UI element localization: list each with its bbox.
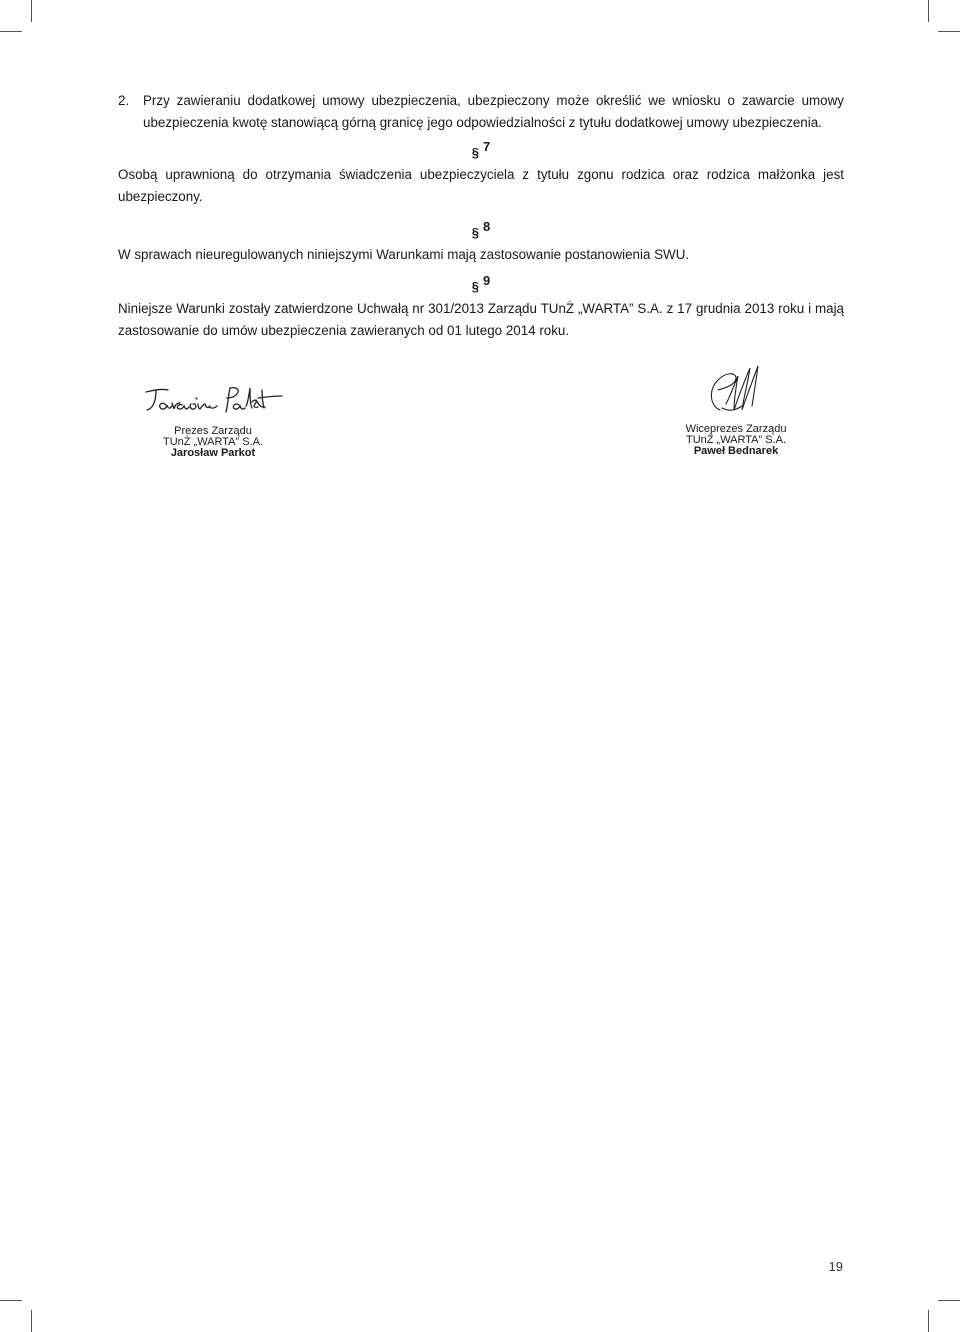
crop-mark-bottom-right — [928, 1310, 929, 1332]
signatory-name: Paweł Bednarek — [693, 445, 779, 457]
section-9-text: Niniejsze Warunki zostały zatwierdzone Uchwałą nr 301/2013 Zarządu TUnŻ „WARTA” S.A. z 17 grudnia 2013 roku i mają zastosowanie do umów ubezpieczenia zawieranych od 01 lutego 2014 roku. — [118, 301, 844, 338]
signature-block-left — [128, 378, 298, 459]
section-8-text: W sprawach nieuregulowanych niniejszymi Warunkami mają zastosowanie postanowienia SWU. — [118, 247, 690, 262]
signatory-company: TUnŻ „WARTA” S.A. — [162, 436, 264, 448]
section-number: 8 — [483, 219, 491, 234]
signature-block-right — [650, 362, 822, 457]
section-number: 9 — [483, 273, 491, 288]
crop-mark-bottom-left — [31, 1310, 32, 1332]
section-sign: § — [471, 225, 479, 240]
section-7-text: Osobą uprawnioną do otrzymania świadczenia ubezpieczyciela z tytułu zgonu rodzica oraz rodzica małżonka jest ubezpieczony. — [118, 167, 844, 204]
section-heading-9 — [118, 273, 844, 298]
signatory-company: TUnŻ „WARTA” S.A. — [685, 434, 787, 446]
handwritten-signature-left — [138, 378, 288, 420]
signatory-role: Prezes Zarządu — [174, 425, 252, 437]
crop-mark-top-right — [928, 0, 929, 22]
section-sign: § — [471, 279, 479, 294]
crop-mark-bottom-left-h — [0, 1300, 22, 1301]
section-number: 7 — [483, 139, 491, 154]
section-sign: § — [471, 145, 479, 160]
handwritten-signature-right — [696, 362, 776, 418]
section-heading-7 — [118, 139, 844, 164]
document-body — [118, 90, 844, 342]
crop-mark-top-right-h — [938, 31, 960, 32]
section-heading-8 — [118, 219, 844, 244]
page-number: 19 — [828, 1259, 843, 1274]
item-text: Przy zawieraniu dodatkowej umowy ubezpieczenia, ubezpieczony może określić we wniosku o zawarcie umowy ubezpieczenia kwotę stanowiącą górną granicę jego odpowiedzialności z tytułu dodatkowej umowy ubezpieczenia. — [143, 93, 844, 130]
clause-item-2 — [118, 90, 844, 134]
crop-mark-top-left — [31, 0, 32, 22]
crop-mark-top-left-h — [0, 31, 22, 32]
signatory-role: Wiceprezes Zarządu — [685, 423, 787, 435]
crop-mark-bottom-right-h — [938, 1300, 960, 1301]
signatory-name: Jarosław Parkot — [170, 447, 256, 459]
item-number: 2. — [118, 93, 130, 108]
